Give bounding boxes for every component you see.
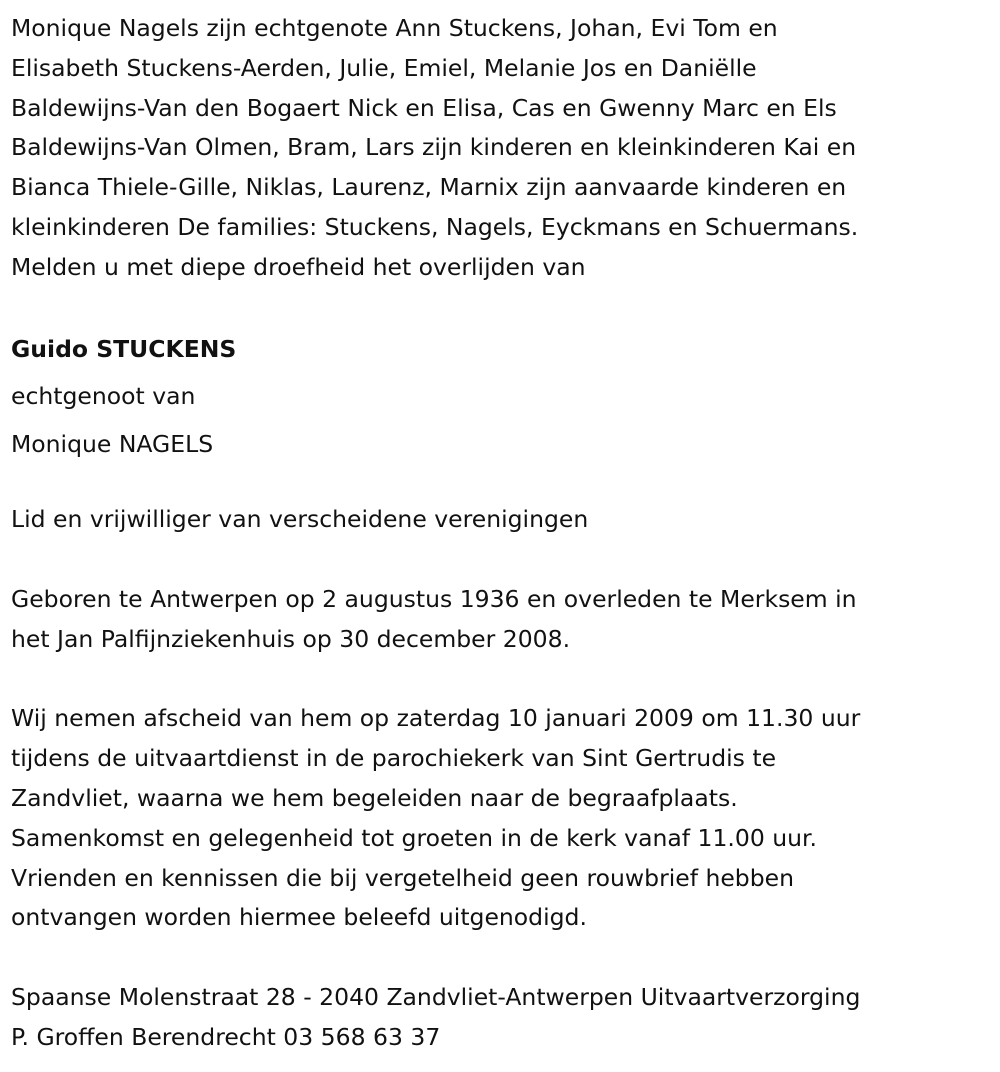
text-line: Spaanse Molenstraat 28 - 2040 Zandvliet-Antwerpen Uitvaartverzorging (11, 983, 861, 1012)
text-line: Baldewijns-Van Olmen, Bram, Lars zijn kinderen en kleinkinderen Kai en (11, 133, 857, 162)
text-line: Baldewijns-Van den Bogaert Nick en Elisa, Cas en Gwenny Marc en Els (11, 93, 837, 122)
text-line: Wij nemen afscheid van hem op zaterdag 10 januari 2009 om 11.30 uur (11, 704, 861, 733)
obituary-document (11, 9, 860, 1058)
deceased-name: Guido STUCKENS (11, 334, 237, 363)
text-line: Monique Nagels zijn echtgenote Ann Stuckens, Johan, Evi Tom en (11, 14, 778, 42)
text-line: Zandvliet, waarna we hem begeleiden naar de begraafplaats. (11, 784, 738, 813)
text-line: Lid en vrijwilliger van verscheidene verenigingen (11, 505, 589, 534)
text-line: P. Groffen Berendrecht 03 568 63 37 (11, 1023, 441, 1052)
text-line: Bianca Thiele-Gille, Niklas, Laurenz, Marnix zijn aanvaarde kinderen en (11, 173, 847, 202)
ceremony-paragraph (11, 699, 860, 938)
text-line: Vrienden en kennissen die bij vergetelheid geen rouwbrief hebben (11, 863, 794, 892)
text-line: Geboren te Antwerpen op 2 augustus 1936 en overleden te Merksem in (11, 584, 857, 613)
intro-paragraph (11, 9, 860, 288)
text-line: Melden u met diepe droefheid het overlijden van (11, 252, 586, 281)
text-line: Elisabeth Stuckens-Aerden, Julie, Emiel, Melanie Jos en Daniëlle (11, 53, 757, 82)
deceased-block (11, 326, 860, 469)
text-line: Samenkomst en gelegenheid tot groeten in de kerk vanaf 11.00 uur. (11, 823, 818, 852)
birth-death-paragraph (11, 580, 860, 660)
text-line: het Jan Palfijnziekenhuis op 30 december 2008. (11, 624, 571, 653)
text-line: tijdens de uitvaartdienst in de parochiekerk van Sint Gertrudis te (11, 744, 777, 773)
spouse-name: Monique NAGELS (11, 429, 214, 458)
member-paragraph (11, 500, 860, 540)
relation-text: echtgenoot van (11, 382, 196, 411)
text-line: ontvangen worden hiermee beleefd uitgenodigd. (11, 903, 587, 932)
address-paragraph (11, 978, 860, 1058)
text-line: kleinkinderen De families: Stuckens, Nagels, Eyckmans en Schuermans. (11, 212, 859, 241)
